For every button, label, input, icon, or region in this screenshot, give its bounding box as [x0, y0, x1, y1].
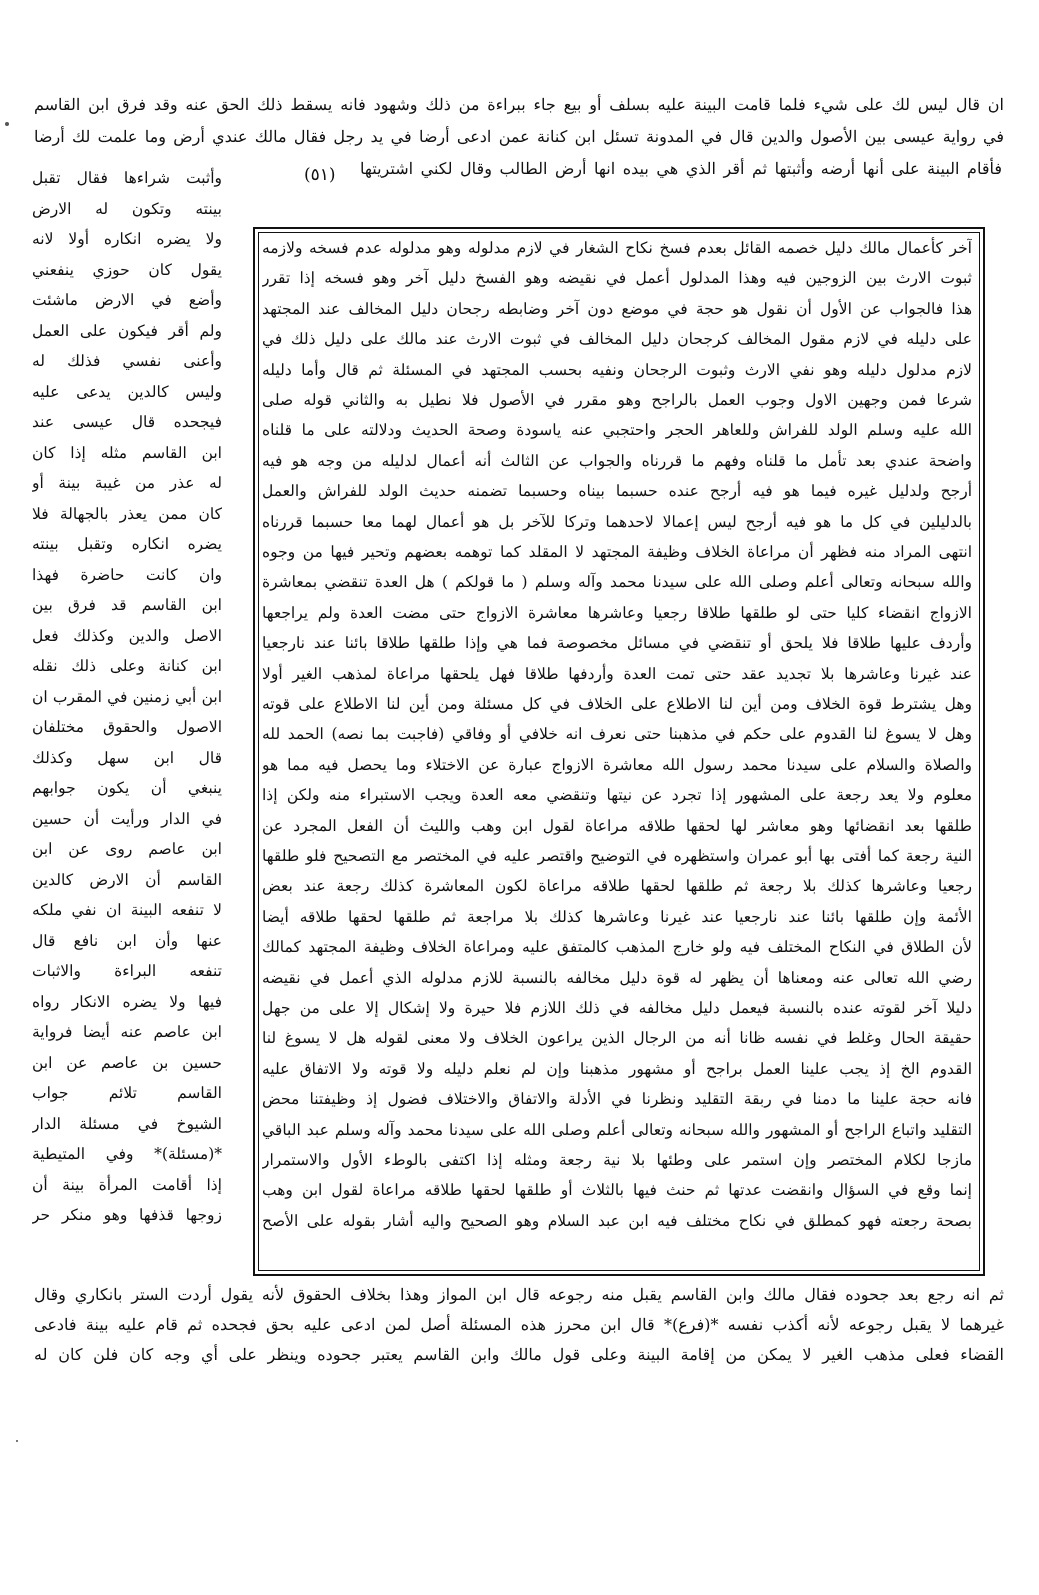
text-line: ابن كنانة وعلى ذلك نقله — [32, 657, 222, 675]
text-line: القاسم أن الارض كالدين — [32, 870, 222, 889]
text-line: فيها ولا يضره الانكار رواه — [32, 992, 222, 1011]
text-line: زوجها قذفها وهو منكر حر — [32, 1206, 222, 1224]
text-line: والصلاة والسلام على سيدنا محمد رسول الله معاشرة الازواج عبارة عن الاختلاء وما يحصل فيه مما هو — [262, 755, 972, 774]
text-line: ثم انه رجع بعد جحوده فقال مالك وابن القاسم يقبل منه رجوعه قال ابن المواز وهذا بخلاف الحقوق لأنه يقول أردت الستر بانكاري وقال — [34, 1285, 1004, 1304]
text-line: واضحة عندي بعد تأمل ما قلناه وفهم ما قررناه والجواب عن الثالث أنه أعمال لدليله من وجه هو فيه — [262, 451, 972, 470]
text-line: دليلا آخر لقوته عنده بالنسبة فيعمل دليل مخالفه في ذلك اللازم فلا حيرة ولا إشكال إلا على من جهل — [262, 999, 972, 1017]
text-line: غيرهما لا يقبل رجوعه لأنه أكذب نفسه *(فرع)* قال ابن محرز هذه المسئلة أصل لمن ادعى عليه بحق فجحده ثم قام عليه بينة فادعى — [34, 1315, 1004, 1334]
text-line: لأن الطلاق في النكاح المختلف فيه ولو خارج المذهب كالمتفق عليه ومراعاة الخلاف وظيفة المجتهد كمالك — [262, 938, 972, 957]
text-line: عند غيرنا وعاشرها بلا تجديد عقد حتى تمت العدة وأردفها طلاقا فهل يلحقها مراعاة لمذهب الغير أولا — [262, 664, 972, 683]
text-line: إذا أقامت المرأة بينة أن — [32, 1175, 222, 1194]
text-line: يقول كان حوزي ينفعني — [32, 260, 222, 279]
text-line: الأئمة وإن طلقها بائنا عند نارجعيا عند غيرنا وعاشرها كذلك بلا مراجعة ثم طلقها لحقها طلاقه أيضا — [262, 907, 972, 926]
text-line: ان قال ليس لك على شيء فلما قامت البينة عليه بسلف أو بيع جاء ببراءة من ذلك وشهود فانه يسقط ذلك الحق عنه وقد فرق ابن القاسم — [34, 95, 1004, 114]
text-line: القدوم الخ إذ يجب علينا العمل براجح أو مشهور مذهبنا وإن لم نعلم دليله ولا قوته ولا الاتفاق عليه — [262, 1059, 972, 1078]
text-line: بصحة رجعته فهو كمطلق في نكاح مختلف فيه ابن عبد السلام وهو الصحيح واليه أشار بقوله على الأصح — [262, 1211, 972, 1230]
text-line: وأردف عليها طلاقا فلا يلحق أو تنقضي في مسائل مخصوصة فما هي وإذا طلقها طلاقا بائنا عند نارجعيا — [262, 634, 972, 653]
text-line: قال ابن سهل وكذلك — [32, 748, 222, 767]
text-line: في رواية عيسى بين الأصول والدين قال في المدونة تسئل ابن كنانة عمن ادعى أرضا في يد رجل فقال مالك عندي أرض وما علمت لك أرضا — [34, 127, 1004, 146]
text-line: وهل لا يسوغ لنا القدوم على حكم في مذهبنا حتى نعرف انه خلافي أو وفاقي (فاجبت بما نصه) الحمد لله — [262, 725, 972, 744]
text-line: وليس كالدين يدعى عليه — [32, 382, 222, 401]
text-line: فأقام البينة على أنها أرضه وأثبتها ثم أقر الذي هي بيده انها أرض الطالب وقال لكني اشتريتها — [360, 159, 1002, 178]
text-line: وان كانت حاضرة فهذا — [32, 565, 222, 584]
text-line: الاصول والحقوق مختلفان — [32, 718, 222, 736]
text-line: الشيوخ في مسئلة الدار — [32, 1114, 222, 1133]
text-line: ولم أقر فيكون على العمل — [32, 321, 222, 340]
text-line: فيجحده قال عيسى عند — [32, 413, 222, 431]
text-line: يضره انكاره وتقبل بينته — [32, 535, 222, 553]
text-line: القضاء فعلى مذهب الغير لا يمكن من إقامة البينة وعلى قول مالك وابن القاسم يعتبر جحوده وينظر على أي وجه كان فلن كان له — [34, 1345, 1004, 1364]
text-line: تنفعه البراءة والاثبات — [32, 962, 222, 980]
text-line: الله عليه وسلم الولد للفراش وللعاهر الحجر واحتجبي عنه ياسودة وصحة الحديث ودلالته على ما قلناه — [262, 421, 972, 440]
page-number: (٥١) — [304, 165, 336, 185]
text-line: وهل يشترط قوة الخلاف ومن أين لنا الاطلاع على الخلاف في كل مسئلة ومن أين لنا الاطلاع على قوته — [262, 695, 972, 713]
text-line: بينته وتكون له الارض — [32, 199, 222, 218]
text-line: الازواج انقضاء كليا حتى لو طلقها طلاقا رجعيا وعاشرها معاشرة الازواج حتى مضت العدة ولم يراجعها — [262, 603, 972, 622]
text-line: لا تنفعه البينة ان نفي ملكه — [32, 901, 222, 919]
scan-speck — [16, 1440, 18, 1442]
text-line: وأضع في الارض ماشئت — [32, 291, 222, 309]
text-line: على دليله في لازم مقول المخالف كرجحان دليل المخالف في ثبوت الارث عند مالك على دليل ذلك في — [262, 330, 972, 349]
text-line: فانه حجة علينا ما دمنا في ربقة التقليد ونظرنا في الأدلة والاتفاق والاختلاف فضول إذ وظيفتنا محض — [262, 1090, 972, 1109]
text-line: هذا فالجواب عن الأول أن نقول هو حجة في موضع دون آخر وضابطه رجحان دليل المخالف عند المجتهد — [262, 299, 972, 318]
text-line: كان ممن يعذر بالجهالة فلا — [32, 504, 222, 523]
text-line: التقليد واتباع الراجح أو المشهور والله سبحانه وتعالى أعلم وصلى الله على سيدنا محمد وآله وسلم عبد الباقي — [262, 1120, 972, 1139]
text-line: ابن عاصم روى عن ابن — [32, 840, 222, 858]
text-line: رجعيا وعاشرها كذلك بلا رجعة ثم طلقها لحقها طلاقه مراعاة لكون المعاشرة كذلك رجعة عند بعض — [262, 877, 972, 896]
text-line: الاصل والدين وكذلك فعل — [32, 626, 222, 645]
text-line: حقيقة الحال وغلط في نفسه ظانا أنه من الرجال الذين يراعون الخلاف ولا معنى لقوله هل لا يسوغ لنا — [262, 1029, 972, 1048]
text-line: عنها وأن ابن نافع قال — [32, 931, 222, 950]
text-line: وأعنى نفسي فذلك له — [32, 352, 222, 370]
text-line: ولا يضره انكاره أولا لانه — [32, 230, 222, 248]
text-line: لازم مدلول دليله وهو نفي الارث وثبوت الرجحان ونفيه بحسب المجتهد في المسئلة ثم قال وأما دليله — [262, 360, 972, 379]
text-line: له عذر من غيبة بينة أو — [32, 474, 222, 492]
text-line: شرعا فمن وجهين الاول وجوب العمل بالراجح وهو مقرر في الأصول فلا نطيل به والثاني قوله صلى — [262, 391, 972, 409]
text-line: وأثبت شراءها فقال تقبل — [32, 169, 222, 187]
text-line: ابن القاسم مثله إذا كان — [32, 443, 222, 462]
text-line: آخر كأعمال مالك دليل خصمه القائل بعدم فسخ نكاح الشغار في لازم مدلوله وهو مدلوله عدم فسخه ولازمه — [262, 239, 972, 257]
text-line: ابن عاصم عنه أيضا فرواية — [32, 1023, 222, 1041]
text-line: معلوم ولا يعد رجعة على المشهور إذا تجرد عن نيتها وتنقضي معه العدة ويجب الاستبراء منه ولكن إذا — [262, 786, 972, 805]
scan-speck — [5, 122, 9, 126]
text-line: طلقها بعد انقضائها وهو معاشر لها لحقها طلاقه مراعاة لقول ابن وهب والليث أن الفعل المجرد عن — [262, 816, 972, 835]
text-line: إنما وقع في السؤال وانقضت عدتها ثم حنث فيها بالثلاث أو طلقها لحقها طلاقه مراعاة لقول ابن وهب — [262, 1181, 972, 1200]
text-line: في الدار ورأيت أن حسين — [32, 809, 222, 828]
text-line: أرجح ولدليل غيره فيما هو فيه أرجح عنده حسبما بيناه وحسبما تضمنه حديث الولد للفراش والعمل — [262, 482, 972, 501]
text-line: ابن أبي زمنين في المقرب ان — [32, 687, 222, 706]
text-line: ثبوت الارث بين الزوجين فيه وهذا المدلول أعمل في نقيضه وهو الفسخ دليل آخر وهو فسخه إذا تقرر — [262, 269, 972, 288]
text-line: *(مسئلة)* وفي المتيطية — [32, 1145, 222, 1163]
text-line: ينبغي أن يكون جوابهم — [32, 779, 222, 797]
text-line: ابن القاسم قد فرق بين — [32, 596, 222, 614]
text-line: مازجا لكلام المختصر وإن استمر على وطئها بلا نية رجعة ومثله إذا اكتفى بالوطء الأول والاستمرار — [262, 1151, 972, 1169]
text-line: رضي الله تعالى عنه ومعناها أن يظهر له قوة دليل مخالفه بالنسبة للازم مدلوله الذي أعمل في نقيضه — [262, 968, 972, 987]
text-line: النية رجعة كما أفتى بها أبو عمران واستظهره في التوضيح واقتصر عليه في المختصر مع التصحيح فلو طلقها — [262, 847, 972, 865]
text-line: انتهى المراد منه فظهر أن مراعاة الخلاف وظيفة المجتهد لا المقلد كما توهمه بعضهم وتحير فيها من وجوه — [262, 543, 972, 561]
text-line: والله سبحانه وتعالى أعلم وصلى الله على سيدنا محمد وآله وسلم ( ما قولكم ) هل العدة تنقضي بمعاشرة — [262, 573, 972, 592]
text-line: حسين بن عاصم عن ابن — [32, 1053, 222, 1072]
text-line: القاسم تلائم جواب — [32, 1084, 222, 1102]
text-line: بالدليلين في كل ما هو فيه أرجح ليس إعمالا لاحدهما وتركا للآخر بل هو أعمال لهما معا حسبما قررناه — [262, 512, 972, 531]
